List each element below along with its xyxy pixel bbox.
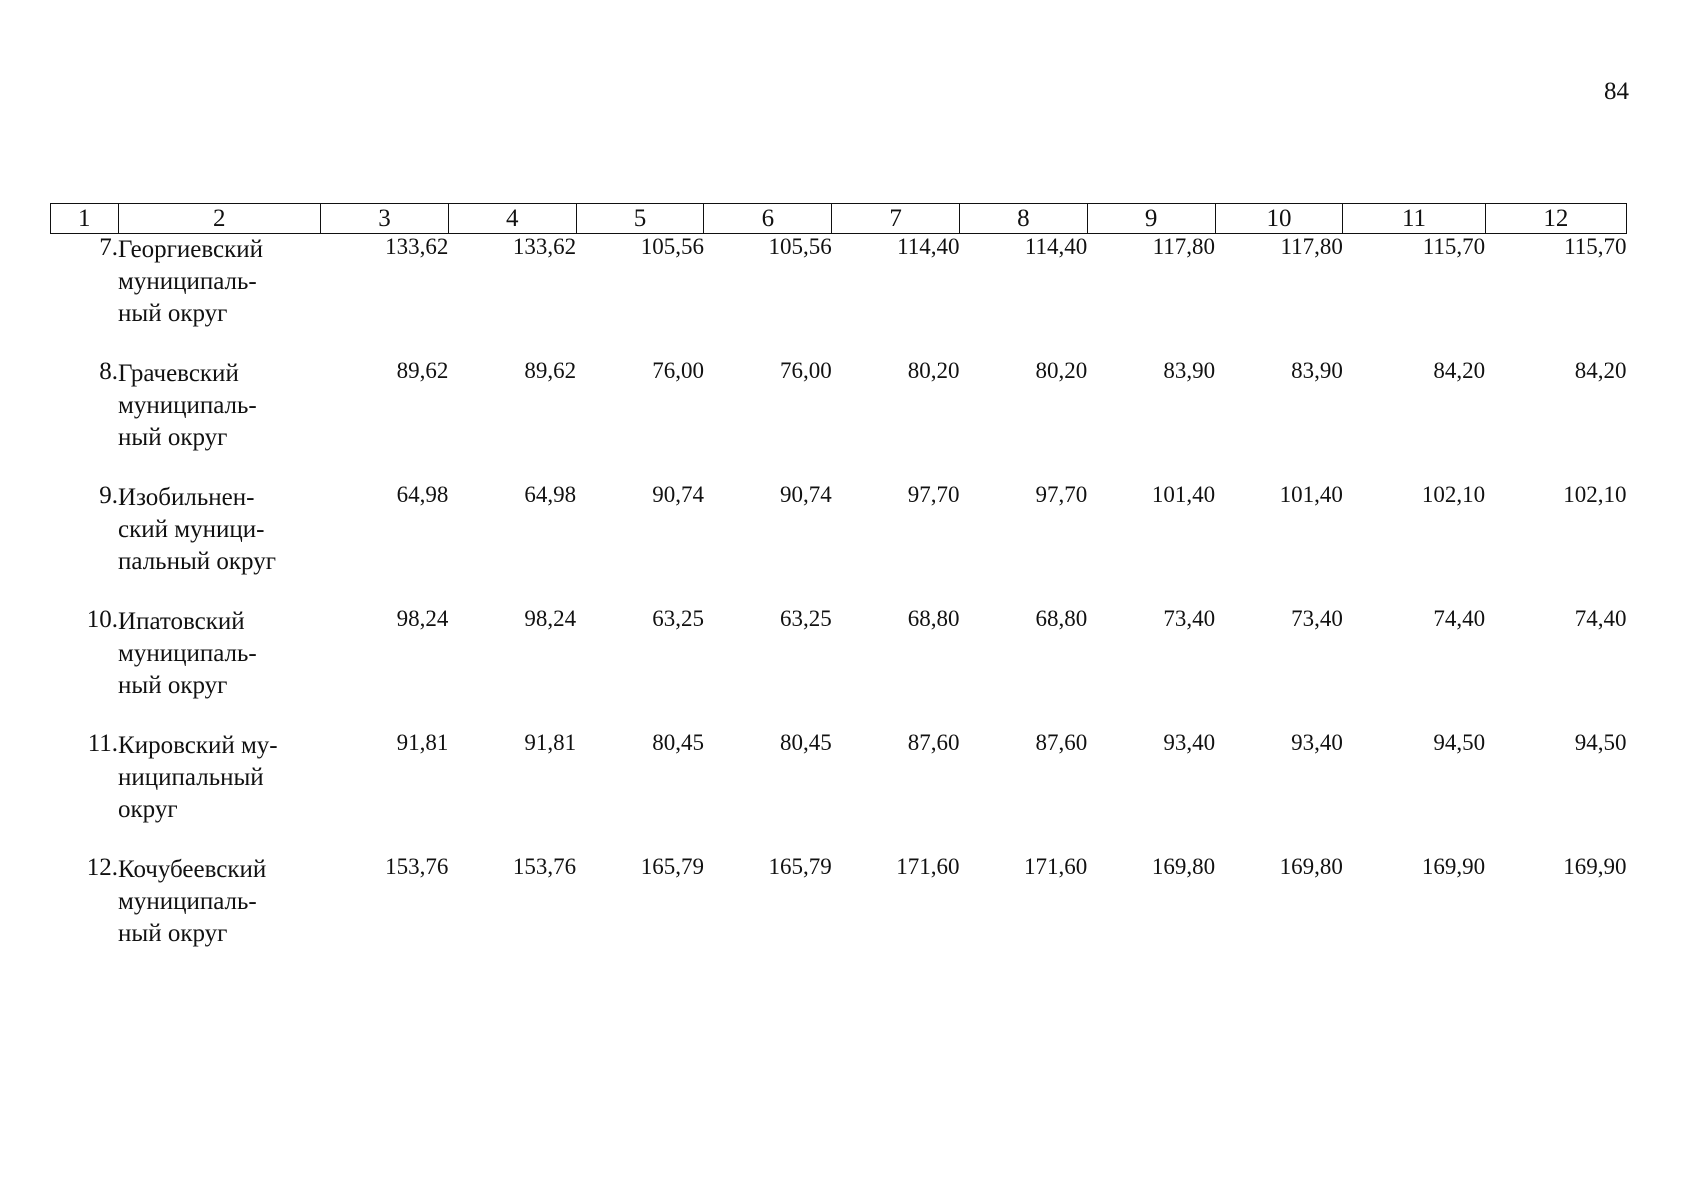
value-cell-col-4: 91,81 (524, 730, 577, 755)
district-name-line: муниципаль- (118, 392, 257, 419)
value-cell-col-6: 105,56 (768, 234, 832, 259)
column-header-6: 6 (704, 204, 832, 234)
value-cell-col-10: 169,80 (1279, 854, 1343, 879)
district-name (118, 606, 321, 730)
value-cell-col-11: 115,70 (1422, 234, 1486, 259)
value-cell-col-9: 73,40 (1163, 606, 1216, 631)
column-header-4: 4 (448, 204, 576, 234)
value-cell-col-8: 171,60 (1024, 854, 1088, 879)
value-cell-col-8: 87,60 (1035, 730, 1088, 755)
value-cell-col-11: 84,20 (1433, 358, 1486, 383)
value-cell-col-6: 80,45 (779, 730, 832, 755)
value-cell-col-11: 169,90 (1421, 854, 1486, 879)
value-cell-col-8: 97,70 (1035, 482, 1088, 507)
column-header-2: 2 (118, 204, 321, 234)
value-cell-col-12: 74,40 (1574, 606, 1627, 631)
value-cell-col-10: 73,40 (1291, 606, 1343, 631)
district-name-line: Грачевский (118, 360, 239, 387)
value-cell-col-12: 115,70 (1564, 234, 1627, 259)
value-cell-col-10: 101,40 (1279, 482, 1343, 507)
district-name-line: ный округ (118, 300, 228, 327)
table-body (51, 234, 1627, 979)
value-cell-col-12: 102,10 (1563, 482, 1627, 507)
district-name-line: ный округ (118, 672, 228, 699)
district-name-line: муниципаль- (118, 640, 257, 667)
column-header-10: 10 (1215, 204, 1343, 234)
district-name (118, 854, 321, 978)
value-cell-col-4: 64,98 (524, 482, 577, 507)
district-name-line: ный округ (118, 424, 228, 451)
district-name-line: муниципаль- (118, 268, 257, 295)
value-cell-col-4: 133,62 (512, 234, 577, 259)
value-cell-col-5: 165,79 (640, 854, 704, 879)
value-cell-col-3: 153,76 (385, 854, 449, 879)
value-cell-col-7: 171,60 (896, 854, 960, 879)
value-cell-col-9: 117,80 (1152, 234, 1216, 259)
column-header-9: 9 (1087, 204, 1215, 234)
district-name (118, 358, 321, 482)
value-cell-col-12: 94,50 (1574, 730, 1627, 755)
table-row (51, 854, 1627, 978)
value-cell-col-6: 76,00 (779, 358, 832, 383)
district-name (118, 482, 321, 606)
value-cell-col-10: 117,80 (1280, 234, 1343, 259)
value-cell-col-7: 80,20 (907, 358, 960, 383)
value-cell-col-11: 102,10 (1421, 482, 1486, 507)
table-row (51, 606, 1627, 730)
column-header-11: 11 (1343, 204, 1485, 234)
column-header-7: 7 (832, 204, 960, 234)
district-name-line: Георгиевский (118, 236, 264, 263)
value-cell-col-10: 93,40 (1291, 730, 1343, 755)
value-cell-col-3: 64,98 (396, 482, 449, 507)
value-cell-col-3: 91,81 (396, 730, 449, 755)
value-cell-col-4: 153,76 (512, 854, 577, 879)
district-name-line: ниципальный (118, 764, 264, 791)
value-cell-col-9: 169,80 (1151, 854, 1216, 879)
data-table (50, 203, 1627, 978)
column-header-5: 5 (576, 204, 704, 234)
column-header-1: 1 (51, 204, 119, 234)
value-cell-col-3: 98,24 (396, 606, 449, 631)
value-cell-col-10: 83,90 (1291, 358, 1343, 383)
district-name-line: пальный округ (118, 548, 276, 575)
district-name-line: ский муници- (118, 516, 265, 543)
value-cell-col-6: 90,74 (779, 482, 832, 507)
row-index: 11. (87, 730, 119, 757)
value-cell-col-7: 68,80 (907, 606, 960, 631)
value-cell-col-8: 80,20 (1035, 358, 1088, 383)
table-row (51, 234, 1627, 359)
value-cell-col-8: 68,80 (1035, 606, 1088, 631)
value-cell-col-6: 63,25 (779, 606, 832, 631)
value-cell-col-5: 63,25 (652, 606, 704, 631)
district-name-line: Ипатовский (118, 608, 245, 635)
column-header-12: 12 (1485, 204, 1626, 234)
value-cell-col-7: 97,70 (907, 482, 960, 507)
row-index: 10. (86, 606, 119, 633)
value-cell-col-12: 84,20 (1574, 358, 1627, 383)
page-number: 84 (1604, 78, 1629, 105)
value-cell-col-9: 101,40 (1151, 482, 1216, 507)
column-header-3: 3 (321, 204, 449, 234)
value-cell-col-6: 165,79 (768, 854, 832, 879)
value-cell-col-9: 93,40 (1163, 730, 1216, 755)
row-index: 12. (86, 854, 119, 881)
value-cell-col-12: 169,90 (1563, 854, 1627, 879)
district-name-line: округ (118, 796, 178, 823)
district-name-line: Кировский му- (118, 732, 278, 759)
table-row (51, 730, 1627, 854)
row-index: 9. (99, 482, 119, 509)
value-cell-col-4: 89,62 (524, 358, 577, 383)
value-cell-col-5: 80,45 (652, 730, 704, 755)
value-cell-col-5: 105,56 (640, 234, 704, 259)
value-cell-col-7: 114,40 (897, 234, 960, 259)
district-name-line: Изобильнен- (118, 484, 255, 511)
header-row (51, 204, 1627, 234)
value-cell-col-11: 94,50 (1433, 730, 1486, 755)
value-cell-col-5: 76,00 (652, 358, 704, 383)
table-row (51, 358, 1627, 482)
value-cell-col-5: 90,74 (652, 482, 704, 507)
value-cell-col-8: 114,40 (1024, 234, 1088, 259)
row-index: 7. (99, 234, 119, 261)
district-name-line: Кочубеевский (118, 856, 267, 883)
value-cell-col-3: 89,62 (396, 358, 449, 383)
value-cell-col-3: 133,62 (385, 234, 449, 259)
row-index: 8. (99, 358, 119, 385)
district-name (118, 730, 321, 854)
value-cell-col-4: 98,24 (524, 606, 577, 631)
table-row (51, 482, 1627, 606)
district-name (118, 234, 321, 359)
district-name-line: муниципаль- (118, 888, 257, 915)
value-cell-col-9: 83,90 (1163, 358, 1216, 383)
district-name-line: ный округ (118, 920, 228, 947)
value-cell-col-11: 74,40 (1433, 606, 1486, 631)
value-cell-col-7: 87,60 (907, 730, 960, 755)
column-header-8: 8 (960, 204, 1088, 234)
